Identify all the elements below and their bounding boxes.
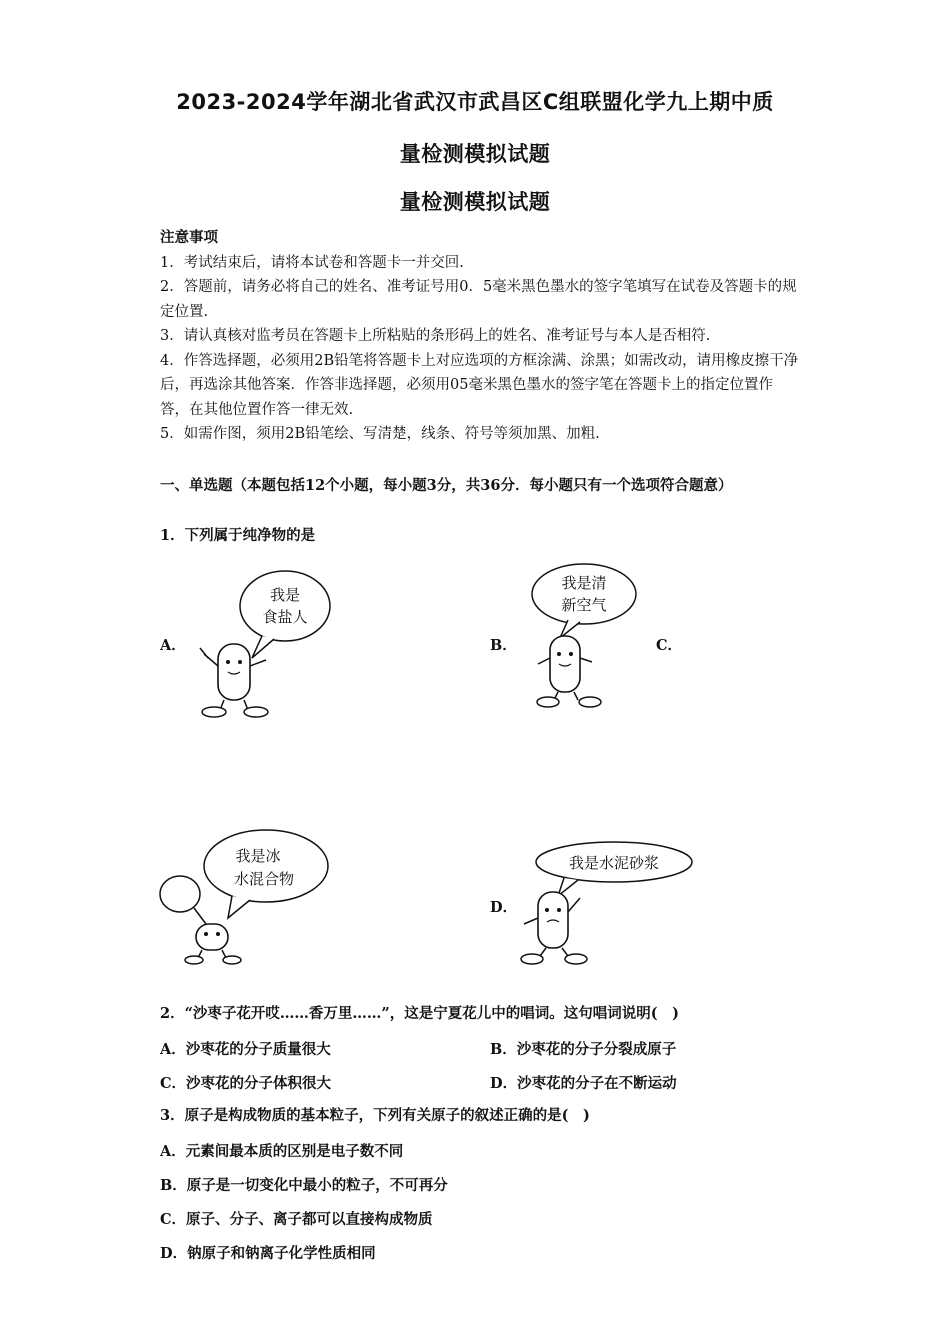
q3-option-b[interactable]: B．原子是一切变化中最小的粒子，不可再分 <box>160 1177 448 1194</box>
cement-mortar-cartoon <box>518 838 698 973</box>
q1-c-bubble-line-1: 我是冰 <box>235 847 281 865</box>
notes-block <box>160 226 800 447</box>
notes-heading: 注意事项 <box>160 229 218 246</box>
exam-title-line-2: 量检测模拟试题 <box>399 142 551 166</box>
q1-option-d-label[interactable]: D． <box>490 899 518 916</box>
notes-item: 5．如需作图，须用2B铅笔绘、写清楚，线条、符号等须加黑、加粗. <box>160 426 600 442</box>
q1-option-c-label[interactable]: C． <box>656 637 683 654</box>
q1-option-b-label[interactable]: B． <box>490 637 517 654</box>
q1-d-bubble-line-1: 我是水泥砂浆 <box>568 854 660 872</box>
q2-option-c[interactable]: C．沙枣花的分子体积很大 <box>160 1075 332 1092</box>
notes-item: 3．请认真核对监考员在答题卡上所粘贴的条形码上的姓名、准考证号与本人是否相符. <box>160 328 711 344</box>
q1-a-bubble-line-1: 我是 <box>269 586 301 604</box>
question-1-stem: 1．下列属于纯净物的是 <box>160 527 316 544</box>
notes-item: 2．答题前，请务必将自己的姓名、准考证号用0．5毫米黑色墨水的签字笔填写在试卷及答题卡的规定位置. <box>160 279 797 320</box>
exam-title-line-1: 2023-2024学年湖北省武汉市武昌区C组联盟化学九上期中质 <box>176 90 774 114</box>
notes-item: 4．作答选择题，必须用2B铅笔将答题卡上对应选项的方框涂满、涂黑；如需改动，请用橡皮擦干净后，再选涂其他答案．作答非选择题，必须用05毫米黑色墨水的签字笔在答题卡上的指定位置作答，在其他位置作答一律无效. <box>160 352 799 418</box>
q1-b-bubble-line-2: 新空气 <box>561 596 607 614</box>
salt-person-cartoon <box>190 566 340 716</box>
fresh-air-cartoon <box>528 560 648 715</box>
q1-option-a-label[interactable]: A． <box>160 637 186 654</box>
q3-option-a[interactable]: A．元素间最本质的区别是电子数不同 <box>160 1143 404 1160</box>
exam-title-line-3: 量检测模拟试题 <box>399 190 551 214</box>
q3-option-c[interactable]: C．原子、分子、离子都可以直接构成物质 <box>160 1211 433 1228</box>
question-3-stem: 3．原子是构成物质的基本粒子，下列有关原子的叙述正确的是( ) <box>160 1107 590 1124</box>
q2-option-b[interactable]: B．沙枣花的分子分裂成原子 <box>490 1041 677 1058</box>
question-2-stem: 2．“沙枣子花开哎……香万里……”，这是宁夏花儿中的唱词。这句唱词说明( ) <box>160 1005 679 1022</box>
section-heading: 一、单选题（本题包括12个小题，每小题3分，共36分．每小题只有一个选项符合题意） <box>160 477 733 494</box>
ice-water-cartoon <box>158 828 338 968</box>
q1-c-bubble-line-2: 水混合物 <box>233 870 295 888</box>
q1-b-bubble-line-1: 我是清 <box>561 574 607 592</box>
q1-a-bubble-line-2: 食盐人 <box>262 608 308 626</box>
q3-option-d[interactable]: D．钠原子和钠离子化学性质相同 <box>160 1245 376 1262</box>
notes-item: 1．考试结束后，请将本试卷和答题卡一并交回. <box>160 254 464 271</box>
q2-option-a[interactable]: A．沙枣花的分子质量很大 <box>160 1041 331 1058</box>
q2-option-d[interactable]: D．沙枣花的分子在不断运动 <box>490 1075 677 1092</box>
